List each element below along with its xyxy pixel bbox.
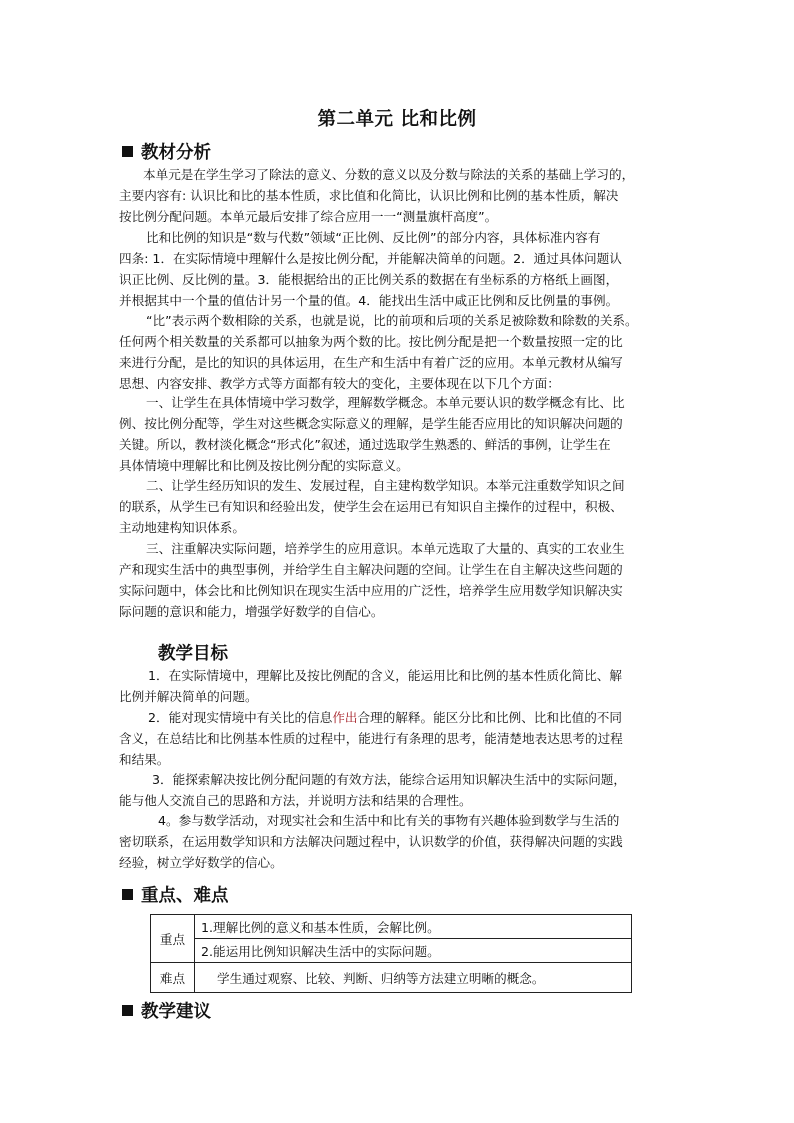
zhongdian-label: 重点 (151, 915, 195, 963)
text-line: 任何两个相关数量的关系都可以抽象为两个数的比。按比例分配是把一个数量按照一定的比 (119, 334, 623, 349)
table-row (151, 915, 632, 939)
text-line: 具体情境中理解比和比例及按比例分配的实际意义。 (119, 458, 409, 473)
text-line: 3．能探索解决按比例分配问题的有效方法，能综合运用知识解决生活中的实际问题， (152, 772, 626, 787)
heading-text: 教学建议 (141, 1002, 211, 1022)
text-line (119, 707, 679, 728)
text-line: 按比例分配问题。本单元最后安排了综合应用一一“测量旗杆高度”。 (119, 209, 498, 224)
text-line: 二、让学生经历知识的发生、发展过程，自主建构数学知识。本举元注重数学知识之间 (146, 478, 625, 493)
text-line: “比”表示两个数相除的关系，也就是说，比的前项和后项的关系足被除数和除数的关系。 (146, 313, 638, 328)
section-heading-keypoints (122, 882, 229, 907)
goal-2 (119, 707, 679, 770)
text-line: 例、按比例分配等，学生对这些概念实际意义的理解，是学生能否应用比的知识解决问题的 (119, 416, 623, 431)
text-line: 识正比例、反比例的量。3．能根据给出的正比例关系的数据在有坐标系的方格纸上画图， (119, 272, 619, 287)
analysis-paragraph-4 (119, 392, 679, 476)
text-line: 实际问题中，体会比和比例知识在现实生活中应用的广泛性，培养学生应用数学知识解决实 (119, 583, 623, 598)
text-line: 关键。所以，教材淡化概念“形式化”叙述，通过选取学生熟悉的、鲜活的事例，让学生在 (119, 437, 611, 452)
table-row (151, 939, 632, 963)
nandian-label: 难点 (151, 963, 195, 993)
text-line: 来进行分配，是比的知识的具体运用，在生产和生活中有着广泛的应用。本单元教材从编写 (119, 355, 623, 370)
text-line: 的联系，从学生已有知识和经验出发，使学生会在运用已有知识自主操作的过程中，积极、 (119, 499, 623, 514)
text-line: 思想、内容安排、教学方式等方面都有较大的变化，主要体现在以下几个方面： (119, 376, 560, 391)
section-heading-goals: 教学目标 (158, 644, 228, 664)
text-line: 并根据其中一个量的值估计另一个量的值。4．能找出生活中咸正比例和反比例量的事例。 (119, 293, 619, 308)
table-row (151, 963, 632, 993)
text-line: 密切联系，在运用数学知识和方法解决问题过程中，认识数学的价值，获得解决问题的实践 (119, 834, 623, 849)
text-line: 四条: 1．在实际情境中理解什么是按比例分配，并能解决简单的问题。2．通过具体问题认 (119, 251, 622, 266)
square-bullet-icon (122, 146, 133, 157)
text-line: 含义，在总结比和比例基本性质的过程中，能进行有条理的思考，能清楚地表达思考的过程 (119, 731, 623, 746)
section-heading-suggestions (122, 998, 211, 1023)
text-line: 1．在实际情境中，理解比及按比例配的含义，能运用比和比例的基本性质化简比、解 (148, 668, 622, 683)
text-line: 主要内容有: 认识比和比的基本性质，求比值和化简比，认识比例和比例的基本性质，解决 (119, 188, 619, 203)
square-bullet-icon (122, 1005, 133, 1016)
table-cell: 2.能运用比例知识解决生活中的实际问题。 (195, 939, 632, 963)
page-title: 第二单元 比和比例 (317, 109, 477, 130)
analysis-paragraph-3 (119, 310, 679, 394)
text-line: 经验，树立学好数学的信心。 (119, 855, 283, 870)
table-cell: 学生通过观察、比较、判断、归纳等方法建立明晰的概念。 (195, 963, 632, 993)
text-line: 比和比例的知识是“数与代数”领域“正比例、反比例”的部分内容，具体标准内容有 (146, 230, 601, 245)
text-line: 主动地建构知识体系。 (119, 520, 245, 535)
goal-3 (119, 769, 679, 811)
square-bullet-icon (122, 889, 133, 900)
text-line: 三、注重解决实际问题，培养学生的应用意识。本单元选取了大量的、真实的工农业生 (146, 541, 625, 556)
heading-text: 教材分析 (141, 143, 211, 163)
table-cell: 1.理解比例的意义和基本性质，会解比例。 (195, 915, 632, 939)
text-line: 能与他人交流自己的思路和方法，并说明方法和结果的合理性。 (119, 793, 472, 808)
text-run: 2．能对现实情境中有关比的信息 (148, 710, 333, 725)
text-line: 比例并解决简单的问题。 (119, 689, 258, 704)
text-line: 本单元是在学生学习了除法的意义、分数的意义以及分数与除法的关系的基础上学习的， (143, 167, 635, 182)
text-run: 合理的解释。能区分比和比例、比和比值的不同 (357, 710, 622, 725)
analysis-paragraph-6 (119, 538, 679, 622)
text-line: 4。参与数学活动，对现实社会和生活中和比有关的事物有兴趣体验到数学与生活的 (158, 813, 620, 828)
text-line: 和结果。 (119, 752, 170, 767)
text-line: 际问题的意识和能力，增强学好数学的自信心。 (119, 604, 384, 619)
section-heading-analysis (122, 139, 211, 164)
highlighted-text: 作出 (332, 710, 358, 725)
text-line: 一、让学生在具体情境中学习数学，理解数学概念。本单元要认识的数学概念有比、比 (146, 395, 625, 410)
goal-4 (119, 810, 679, 873)
keypoints-table (150, 914, 632, 993)
heading-text: 重点、难点 (141, 886, 229, 906)
goal-1 (119, 665, 679, 707)
analysis-paragraph-1 (119, 164, 679, 227)
analysis-paragraph-2 (119, 227, 679, 311)
text-line: 产和现实生活中的典型事例，并给学生自主解决问题的空间。让学生在自主解决这些问题的 (119, 562, 623, 577)
analysis-paragraph-5 (119, 475, 679, 538)
